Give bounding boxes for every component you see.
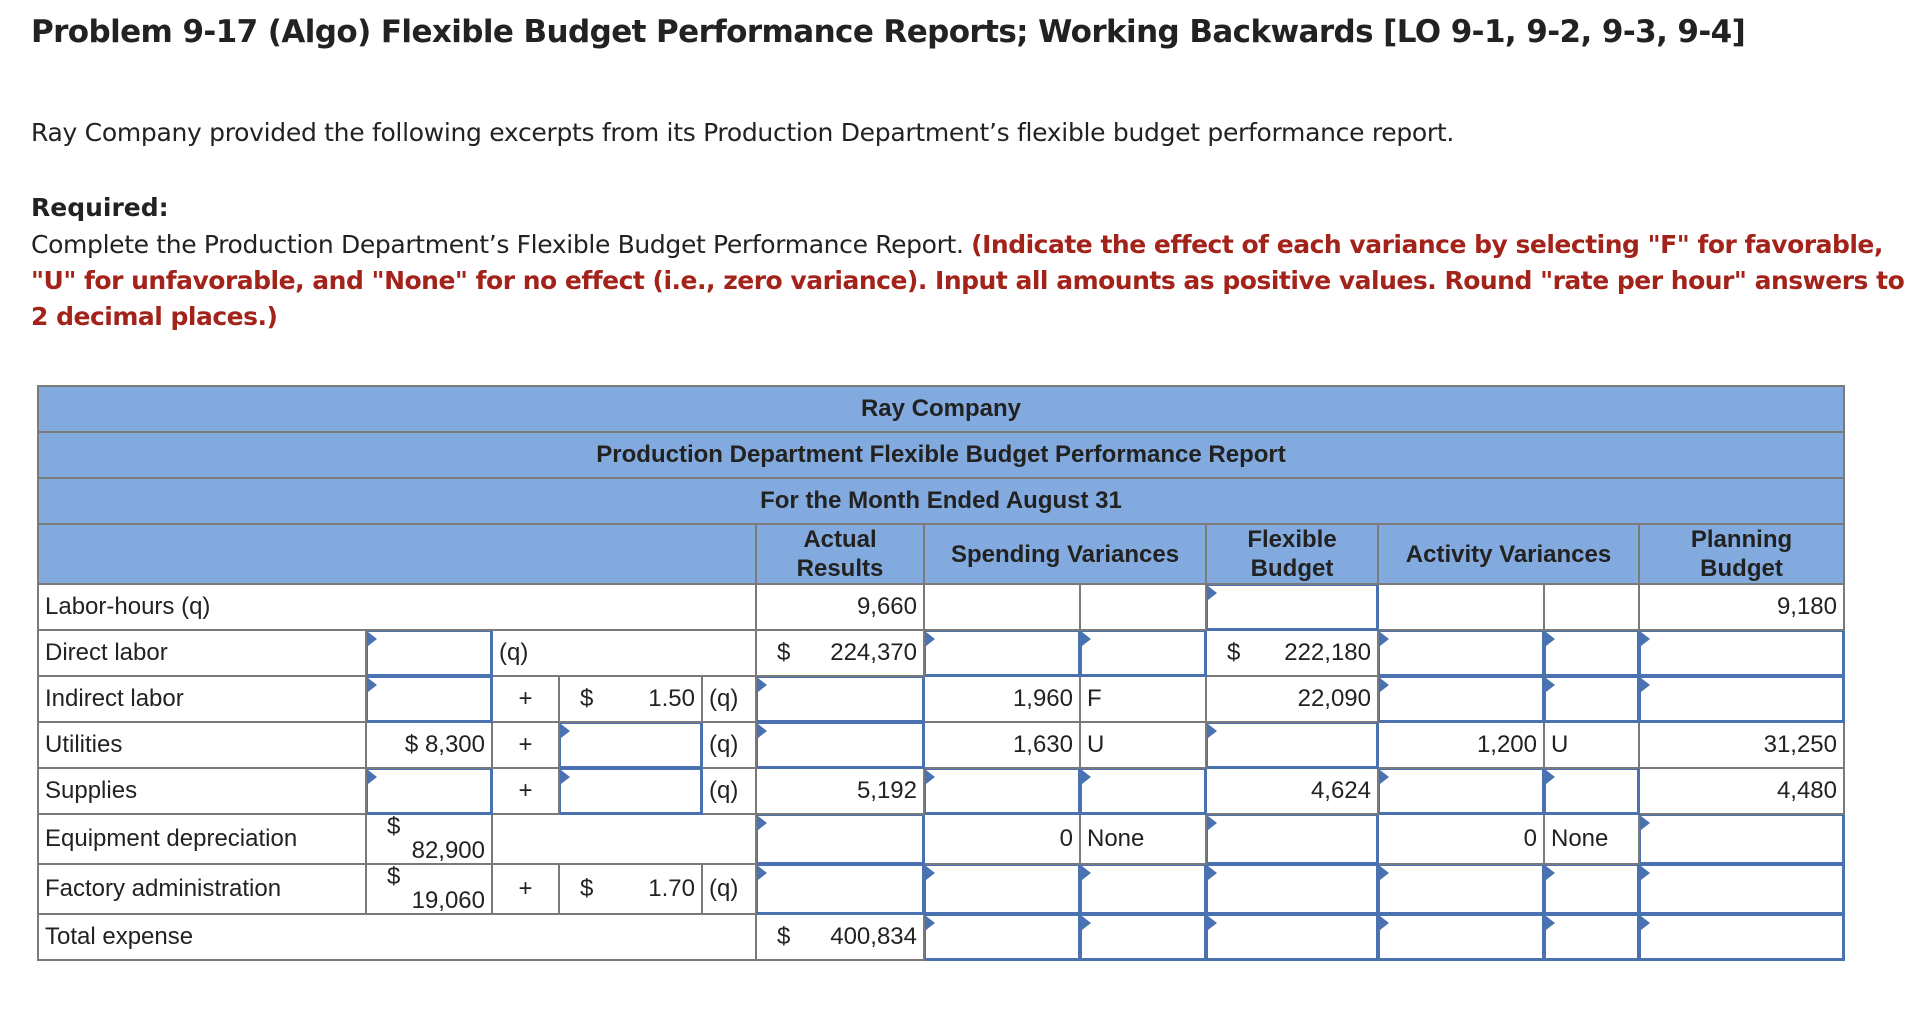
report-period: For the Month Ended August 31 — [38, 478, 1844, 524]
flexible-field[interactable] — [1207, 723, 1377, 767]
q-marker: (q) — [702, 768, 756, 814]
spending-amount-empty — [924, 584, 1080, 630]
header-flexible-budget — [1206, 524, 1378, 584]
activity-effect-field[interactable] — [1545, 631, 1638, 675]
required-label: Required: — [31, 193, 169, 222]
flexible-budget-input[interactable] — [1206, 584, 1378, 630]
spending-effect-select[interactable] — [1080, 864, 1206, 914]
actual-input[interactable] — [756, 722, 924, 768]
spending-effect: None — [1080, 814, 1206, 864]
activity-effect-field[interactable] — [1545, 677, 1638, 721]
activity-effect: U — [1544, 722, 1639, 768]
spending-effect-field[interactable] — [1081, 865, 1205, 913]
cost-rate-input[interactable] — [366, 630, 492, 676]
activity-amount-input[interactable] — [1378, 676, 1544, 722]
activity-amount-input[interactable] — [1378, 630, 1544, 676]
fixed-cost: $ 8,300 — [366, 722, 492, 768]
spending-effect-empty — [1080, 584, 1206, 630]
row-label: Utilities — [38, 722, 366, 768]
cost-rate-field[interactable] — [367, 631, 491, 675]
row-equipment-depreciation — [38, 814, 1844, 864]
spending-effect-select[interactable] — [1080, 768, 1206, 814]
fixed-cost-input[interactable] — [366, 676, 492, 722]
planning-field[interactable] — [1640, 915, 1843, 959]
row-label: Indirect labor — [38, 676, 366, 722]
spending-amount-input[interactable] — [924, 630, 1080, 676]
plus-sign: + — [492, 864, 559, 914]
spending-amount-input[interactable] — [924, 768, 1080, 814]
spending-effect: U — [1080, 722, 1206, 768]
activity-amount: 1,200 — [1378, 722, 1544, 768]
spending-amount-input[interactable] — [924, 864, 1080, 914]
header-flexible-line1: Flexible — [1247, 526, 1337, 553]
fixed-cost-input[interactable] — [366, 768, 492, 814]
problem-title: Problem 9-17 (Algo) Flexible Budget Performance Reports; Working Backwards [LO 9-1, 9-2, 9-3, 9-4] — [31, 14, 1746, 50]
fixed-cost-field[interactable] — [367, 677, 491, 721]
dollar-sign: $ — [387, 864, 401, 890]
header-planning-budget — [1639, 524, 1844, 584]
activity-amount-input[interactable] — [1378, 768, 1544, 814]
activity-effect-field[interactable] — [1545, 865, 1638, 913]
planning-value: 9,180 — [1639, 584, 1844, 630]
required-text — [31, 227, 1921, 335]
row-label: Equipment depreciation — [38, 814, 366, 864]
row-supplies — [38, 768, 1844, 814]
q-marker: (q) — [492, 630, 756, 676]
actual-input[interactable] — [756, 814, 924, 864]
actual-amount: 224,370 — [830, 639, 917, 666]
activity-amount-field[interactable] — [1379, 769, 1543, 813]
flexible-budget-report-table — [37, 385, 1845, 961]
activity-amount: 0 — [1378, 814, 1544, 864]
variable-rate-field[interactable] — [560, 769, 701, 813]
header-planning-line2: Budget — [1700, 555, 1783, 582]
fixed-cost — [366, 814, 492, 864]
dollar-sign: $ — [777, 923, 791, 950]
planning-field[interactable] — [1640, 865, 1843, 913]
activity-effect-select[interactable] — [1544, 676, 1639, 722]
row-label: Supplies — [38, 768, 366, 814]
planning-input[interactable] — [1639, 914, 1844, 960]
spending-amount-field[interactable] — [925, 769, 1079, 813]
actual-input[interactable] — [756, 676, 924, 722]
activity-amount-field[interactable] — [1379, 677, 1543, 721]
flexible-input[interactable] — [1206, 722, 1378, 768]
planning-input[interactable] — [1639, 814, 1844, 864]
header-spending-variances: Spending Variances — [924, 524, 1206, 584]
flexible-input[interactable] — [1206, 814, 1378, 864]
dollar-sign: $ — [580, 875, 594, 902]
row-labor-hours — [38, 584, 1844, 630]
spending-effect: F — [1080, 676, 1206, 722]
report-company: Ray Company — [38, 386, 1844, 432]
row-label: Total expense — [38, 914, 756, 960]
spending-effect-field[interactable] — [1081, 631, 1205, 675]
row-label: Factory administration — [38, 864, 366, 914]
spending-amount: 1,630 — [924, 722, 1080, 768]
activity-amount-empty — [1378, 584, 1544, 630]
activity-effect-select[interactable] — [1544, 914, 1639, 960]
activity-effect-select[interactable] — [1544, 864, 1639, 914]
q-marker: (q) — [702, 864, 756, 914]
flexible-input[interactable] — [1206, 914, 1378, 960]
spending-amount: 0 — [924, 814, 1080, 864]
flexible-field[interactable] — [1207, 815, 1377, 863]
actual-value: 5,192 — [756, 768, 924, 814]
rate-value: 1.50 — [648, 685, 695, 712]
spending-effect-field[interactable] — [1081, 915, 1205, 959]
activity-effect-empty — [1544, 584, 1639, 630]
fixed-cost — [366, 864, 492, 914]
q-marker: (q) — [702, 676, 756, 722]
variable-rate — [559, 676, 702, 722]
intro-text: Ray Company provided the following excerpts from its Production Department’s flexible budget performance report. — [31, 118, 1455, 147]
actual-input[interactable] — [756, 864, 924, 914]
activity-effect-select[interactable] — [1544, 768, 1639, 814]
variable-rate-field[interactable] — [560, 723, 701, 767]
fixed-cost-amount: 82,900 — [411, 837, 485, 864]
planning-field[interactable] — [1640, 677, 1843, 721]
header-activity-variances: Activity Variances — [1378, 524, 1639, 584]
rate-value: 1.70 — [648, 875, 695, 902]
actual-value — [756, 630, 924, 676]
activity-effect-select[interactable] — [1544, 630, 1639, 676]
actual-value — [756, 914, 924, 960]
row-label: Labor-hours (q) — [38, 584, 756, 630]
activity-amount-field[interactable] — [1379, 865, 1543, 913]
spending-amount-field[interactable] — [925, 915, 1079, 959]
activity-effect-field[interactable] — [1545, 915, 1638, 959]
flexible-input[interactable] — [1206, 864, 1378, 914]
dollar-sign: $ — [777, 639, 791, 666]
row-indirect-labor — [38, 676, 1844, 722]
spending-amount-field[interactable] — [925, 631, 1079, 675]
planning-field[interactable] — [1640, 631, 1843, 675]
activity-amount-input[interactable] — [1378, 864, 1544, 914]
flexible-field[interactable] — [1207, 915, 1377, 959]
actual-value: 9,660 — [756, 584, 924, 630]
plus-sign: + — [492, 768, 559, 814]
variable-rate-input[interactable] — [559, 722, 702, 768]
header-planning-line1: Planning — [1690, 526, 1793, 553]
fixed-cost-field[interactable] — [367, 769, 491, 813]
plus-sign: + — [492, 676, 559, 722]
flexible-budget-field[interactable] — [1207, 585, 1377, 629]
formula-empty — [492, 814, 756, 864]
flexible-value: 4,624 — [1206, 768, 1378, 814]
row-direct-labor — [38, 630, 1844, 676]
planning-field[interactable] — [1640, 815, 1843, 863]
report-title: Production Department Flexible Budget Performance Report — [38, 432, 1844, 478]
actual-field[interactable] — [757, 677, 923, 721]
actual-amount: 400,834 — [830, 923, 917, 950]
variable-rate — [559, 864, 702, 914]
actual-field[interactable] — [757, 865, 923, 913]
dollar-sign: $ — [580, 685, 594, 712]
variable-rate-input[interactable] — [559, 768, 702, 814]
row-factory-administration — [38, 864, 1844, 914]
flexible-amount: 222,180 — [1284, 639, 1371, 666]
row-label: Direct labor — [38, 630, 366, 676]
planning-input[interactable] — [1639, 676, 1844, 722]
header-actual-results — [756, 524, 924, 584]
header-actual-line1: Actual — [803, 526, 877, 553]
spending-effect-select[interactable] — [1080, 914, 1206, 960]
q-marker: (q) — [702, 722, 756, 768]
dollar-sign: $ — [387, 814, 401, 840]
actual-field[interactable] — [757, 815, 923, 863]
header-flexible-line2: Budget — [1250, 555, 1334, 582]
planning-value: 4,480 — [1639, 768, 1844, 814]
activity-effect-field[interactable] — [1545, 769, 1638, 813]
activity-amount-field[interactable] — [1379, 631, 1543, 675]
row-total-expense — [38, 914, 1844, 960]
activity-amount-field[interactable] — [1379, 915, 1543, 959]
required-instruction: Complete the Production Department’s Flexible Budget Performance Report. — [31, 230, 972, 259]
activity-amount-input[interactable] — [1378, 914, 1544, 960]
plus-sign: + — [492, 722, 559, 768]
planning-value: 31,250 — [1639, 722, 1844, 768]
spending-effect-select[interactable] — [1080, 630, 1206, 676]
header-blank — [38, 524, 756, 584]
dollar-sign: $ — [1227, 639, 1241, 666]
flexible-field[interactable] — [1207, 865, 1377, 913]
spending-effect-field[interactable] — [1081, 769, 1205, 813]
flexible-value — [1206, 630, 1378, 676]
actual-field[interactable] — [757, 723, 923, 767]
planning-input[interactable] — [1639, 630, 1844, 676]
fixed-cost-amount: 19,060 — [411, 887, 485, 914]
activity-effect: None — [1544, 814, 1639, 864]
spending-amount-field[interactable] — [925, 865, 1079, 913]
spending-amount-input[interactable] — [924, 914, 1080, 960]
required-red-instructions: (Indicate the effect of each variance by selecting "F" for favorable, "U" for unfavorable, and "None" for no effect (i.e., zero variance). Input all amounts as positive values. Round "rate per hour" answers to 2 decimal places.) — [31, 230, 1905, 331]
planning-input[interactable] — [1639, 864, 1844, 914]
spending-amount: 1,960 — [924, 676, 1080, 722]
flexible-value: 22,090 — [1206, 676, 1378, 722]
header-actual-line2: Results — [796, 555, 884, 582]
row-utilities — [38, 722, 1844, 768]
